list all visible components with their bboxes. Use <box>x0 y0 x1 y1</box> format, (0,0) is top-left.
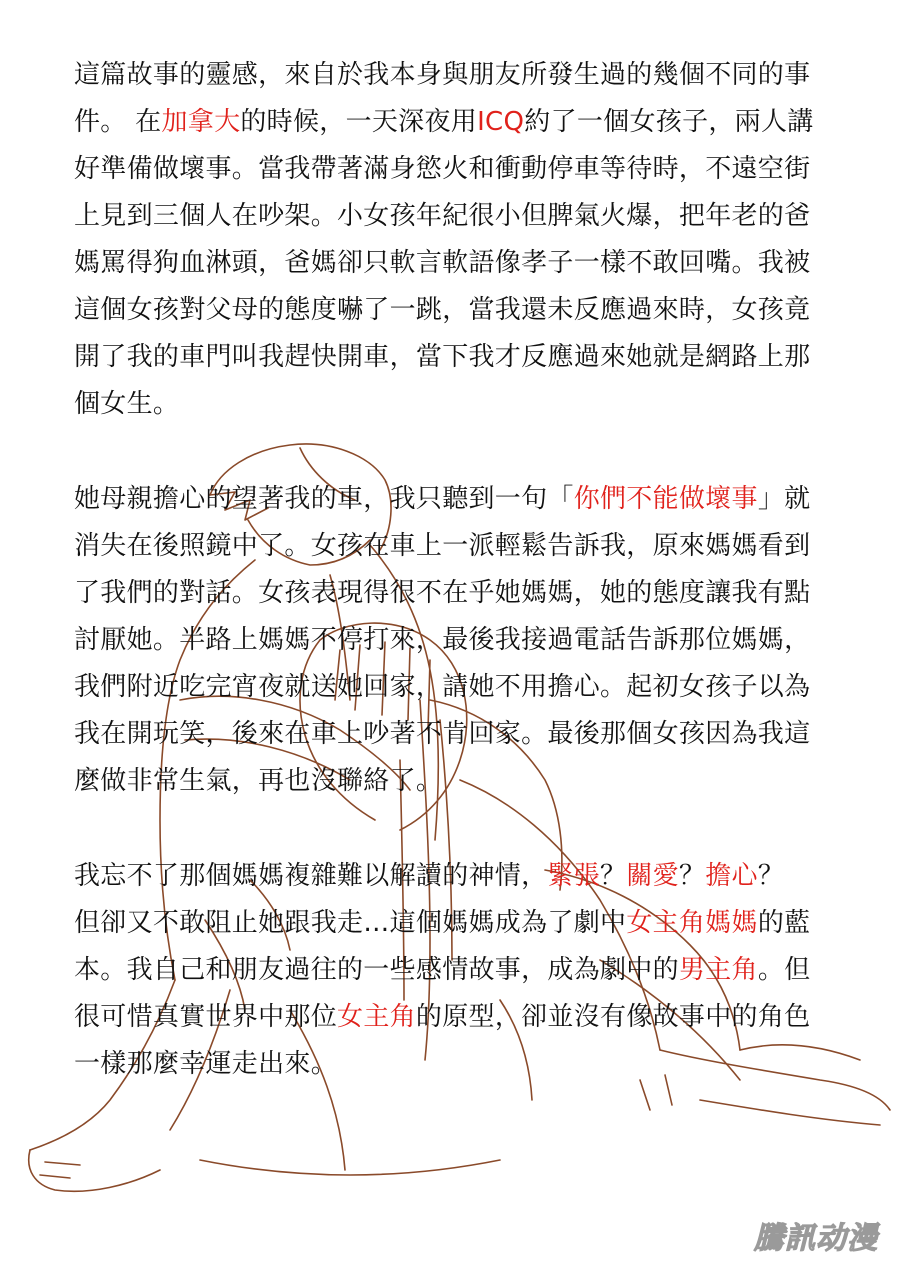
text-line <box>74 523 834 570</box>
text-line <box>74 900 834 947</box>
paragraph-1 <box>74 52 834 428</box>
text-segment: 麼做非常生氣，再也沒聯絡了。 <box>74 766 443 796</box>
text-segment: 我忘不了那個媽媽複雜難以解讀的神情， <box>74 861 548 891</box>
text-segment: 的藍 <box>757 908 811 938</box>
text-segment: 一樣那麼幸運走出來。 <box>74 1049 338 1079</box>
text-line <box>74 664 834 711</box>
highlight-text: 擔心 <box>705 861 758 891</box>
highlight-text: 關愛 <box>626 861 679 891</box>
highlight-text: 男主角 <box>678 955 758 985</box>
text-line <box>74 381 834 428</box>
text-segment: 媽罵得狗血淋頭，爸媽卻只軟言軟語像孝子一樣不敢回嘴。我被 <box>74 248 811 278</box>
highlight-text: 緊張 <box>547 861 601 891</box>
text-segment: 很可惜真實世界中那位 <box>74 1002 338 1032</box>
paragraph-2 <box>74 476 834 805</box>
text-segment: 了我們的對話。女孩表現得很不在乎她媽媽，她的態度讓我有點 <box>74 578 811 608</box>
highlight-text: 加拿大 <box>161 107 241 137</box>
text-segment: 這篇故事的靈感，來自於我本身與朋友所發生過的幾個不同的事 <box>74 60 811 90</box>
text-line <box>74 334 834 381</box>
text-segment: 我們附近吃完宵夜就送她回家，請她不用擔心。起初女孩子以為 <box>74 672 811 702</box>
text-line <box>74 1041 834 1088</box>
text-segment: 的原型，卻並沒有像故事中的角色 <box>415 1002 811 1032</box>
text-line <box>74 711 834 758</box>
text-line <box>74 146 834 193</box>
text-segment: ？ <box>600 861 627 891</box>
text-segment: ？ <box>678 861 706 891</box>
text-line <box>74 287 834 334</box>
text-segment: 上見到三個人在吵架。小女孩年紀很小但脾氣火爆，把年老的爸 <box>74 201 811 231</box>
highlight-text: 你們不能做壞事 <box>573 484 758 514</box>
text-line <box>74 240 834 287</box>
text-line <box>74 853 834 900</box>
text-segment: 開了我的車門叫我趕快開車，當下我才反應過來她就是網路上那 <box>74 342 811 372</box>
highlight-text: ICQ <box>477 107 525 137</box>
text-line <box>74 758 834 805</box>
story-text <box>74 52 834 1088</box>
text-line <box>74 99 834 146</box>
text-line <box>74 617 834 664</box>
text-segment: 。但 <box>757 955 811 985</box>
text-segment: ？ <box>757 861 785 891</box>
text-segment: 件。 在 <box>74 107 162 137</box>
text-segment: 討厭她。半路上媽媽不停打來，最後我接過電話告訴那位媽媽， <box>74 625 811 655</box>
text-segment: 約了一個女孩子，兩人講 <box>524 107 814 137</box>
text-segment: 但卻又不敢阻止她跟我走…這個媽媽成為了劇中 <box>74 908 627 938</box>
text-segment: 這個女孩對父母的態度嚇了一跳，當我還未反應過來時，女孩竟 <box>74 295 811 325</box>
highlight-text: 女主角 <box>337 1002 416 1032</box>
highlight-text: 女主角媽媽 <box>626 908 758 938</box>
text-line <box>74 193 834 240</box>
text-segment: 本。我自己和朋友過往的一些感情故事，成為劇中的 <box>74 955 679 985</box>
text-line <box>74 476 834 523</box>
text-line <box>74 570 834 617</box>
text-line <box>74 52 834 99</box>
text-segment: 個女生。 <box>74 389 180 419</box>
paragraph-3 <box>74 853 834 1088</box>
watermark-logo: 騰訊动漫 <box>754 1221 878 1256</box>
text-segment: 」就 <box>757 484 811 514</box>
text-segment: 她母親擔心的望著我的車，我只聽到一句「 <box>74 484 574 514</box>
text-segment: 的時候，一天深夜用 <box>240 107 478 137</box>
text-line <box>74 947 834 994</box>
text-segment: 好準備做壞事。當我帶著滿身慾火和衝動停車等待時，不遠空街 <box>74 154 811 184</box>
text-line <box>74 994 834 1041</box>
text-segment: 我在開玩笑，後來在車上吵著不肯回家。最後那個女孩因為我這 <box>74 719 811 749</box>
text-segment: 消失在後照鏡中了。女孩在車上一派輕鬆告訴我，原來媽媽看到 <box>74 531 811 561</box>
